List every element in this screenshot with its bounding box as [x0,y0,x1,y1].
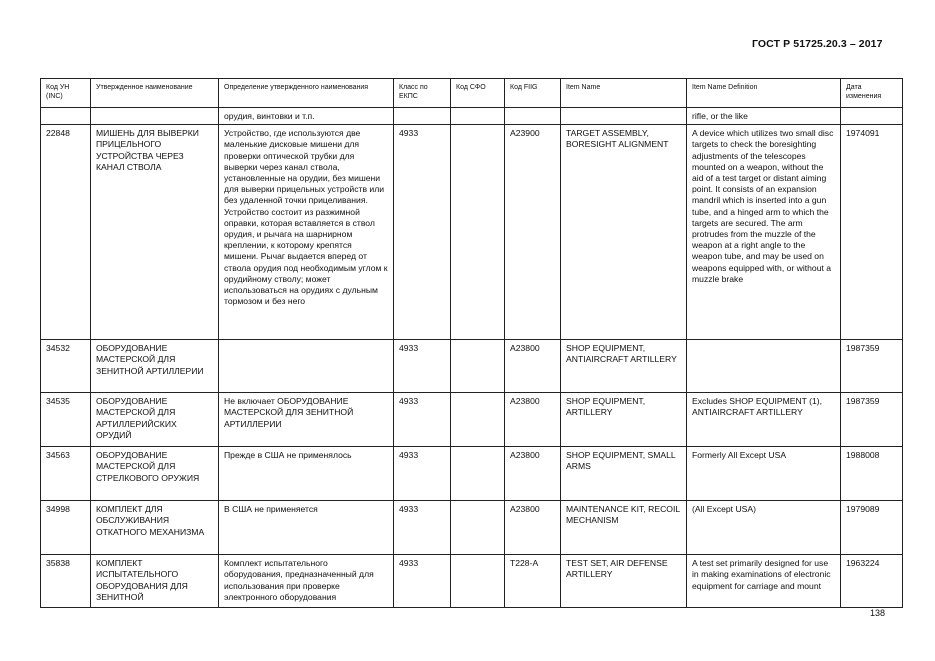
col-header-class: Класс по ЕКПС [394,79,451,108]
document-title: ГОСТ Р 51725.20.3 – 2017 [752,38,883,50]
cell-class: 4933 [394,555,451,608]
cell-item-definition: (All Except USA) [687,501,841,555]
cell-fiig: A23800 [505,393,561,447]
cell-date: 1963224 [841,555,903,608]
cell-item-name: TEST SET, AIR DEFENSE ARTILLERY [561,555,687,608]
cell-fiig: A23800 [505,447,561,501]
cell-definition: Прежде в США не применялось [219,447,394,501]
col-header-item-definition: Item Name Definition [687,79,841,108]
cell-item-name: MAINTENANCE KIT, RECOIL MECHANISM [561,501,687,555]
cell-date: 1988008 [841,447,903,501]
cell-item-definition: rifle, or the like [687,108,841,125]
cell-definition: орудия, винтовки и т.п. [219,108,394,125]
cell-definition: В США не применяется [219,501,394,555]
cell-sfo [451,393,505,447]
cell-item-name: TARGET ASSEMBLY, BORESIGHT ALIGNMENT [561,125,687,340]
cell-fiig: A23900 [505,125,561,340]
cell-definition [219,340,394,393]
cell-class: 4933 [394,125,451,340]
cell-sfo [451,447,505,501]
cell-class: 4933 [394,393,451,447]
col-header-item-name: Item Name [561,79,687,108]
cell-definition: Комплект испытательного оборудования, предназначенный для использования при проверке электронного оборудования [219,555,394,608]
cell-inc: 34535 [41,393,91,447]
cell-sfo [451,340,505,393]
table-row [41,501,903,555]
cell-inc: 22848 [41,125,91,340]
cell-name: ОБОРУДОВАНИЕ МАСТЕРСКОЙ ДЛЯ АРТИЛЛЕРИЙСКИХ ОРУДИЙ [91,393,219,447]
col-header-definition: Определение утвержденного наименования [219,79,394,108]
table-row [41,340,903,393]
cell-class: 4933 [394,340,451,393]
cell-item-name: SHOP EQUIPMENT, SMALL ARMS [561,447,687,501]
cell-inc: 34998 [41,501,91,555]
table-row [41,125,903,340]
cell-class: 4933 [394,501,451,555]
cell-item-definition [687,340,841,393]
cell-inc: 34563 [41,447,91,501]
cell-sfo [451,125,505,340]
table-row [41,393,903,447]
cell-sfo [451,555,505,608]
table-header-row [41,79,903,108]
cell-inc: 35838 [41,555,91,608]
cell-name: МИШЕНЬ ДЛЯ ВЫВЕРКИ ПРИЦЕЛЬНОГО УСТРОЙСТВА ЧЕРЕЗ КАНАЛ СТВОЛА [91,125,219,340]
cell-date: 1987359 [841,340,903,393]
cell-sfo [451,501,505,555]
cell-item-definition: Excludes SHOP EQUIPMENT (1), ANTIAIRCRAFT ARTILLERY [687,393,841,447]
cell-name: КОМПЛЕКТ ДЛЯ ОБСЛУЖИВАНИЯ ОТКАТНОГО МЕХАНИЗМА [91,501,219,555]
col-header-inc: Код УН (INC) [41,79,91,108]
cell-definition: Не включает ОБОРУДОВАНИЕ МАСТЕРСКОЙ ДЛЯ ЗЕНИТНОЙ АРТИЛЛЕРИИ [219,393,394,447]
cell-item-name: SHOP EQUIPMENT, ARTILLERY [561,393,687,447]
cell-item-definition: A device which utilizes two small disc targets to check the boresighting adjustments of the telescopes mounted on a weapon, without the aid of a test target or distant aiming point. It consists of an expansion mandril which is inserted into a gun tube, and a hinged arm to which the targets are secured. The arm protrudes from the muzzle of the weapon at a right angle to the weapon tube, and may be used on weapons equipped with, or without a muzzle brake [687,125,841,340]
cell-fiig: A23800 [505,501,561,555]
cell-name: КОМПЛЕКТ ИСПЫТАТЕЛЬНОГО ОБОРУДОВАНИЯ ДЛЯ ЗЕНИТНОЙ [91,555,219,608]
table-row [41,555,903,608]
classification-table [40,78,903,608]
page-number: 138 [870,608,886,618]
cell-fiig: T228-A [505,555,561,608]
col-header-sfo: Код СФО [451,79,505,108]
cell-date: 1979089 [841,501,903,555]
col-header-fiig: Код FIIG [505,79,561,108]
cell-class: 4933 [394,447,451,501]
cell-date: 1974091 [841,125,903,340]
cell-date: 1987359 [841,393,903,447]
table-row-continuation [41,108,903,125]
cell-name: ОБОРУДОВАНИЕ МАСТЕРСКОЙ ДЛЯ СТРЕЛКОВОГО ОРУЖИЯ [91,447,219,501]
cell-name: ОБОРУДОВАНИЕ МАСТЕРСКОЙ ДЛЯ ЗЕНИТНОЙ АРТИЛЛЕРИИ [91,340,219,393]
cell-item-definition: Formerly All Except USA [687,447,841,501]
cell-item-name: SHOP EQUIPMENT, ANTIAIRCRAFT ARTILLERY [561,340,687,393]
col-header-name: Утвержденное наименование [91,79,219,108]
cell-inc: 34532 [41,340,91,393]
cell-fiig: A23800 [505,340,561,393]
col-header-date: Дата изменения [841,79,903,108]
cell-item-definition: A test set primarily designed for use in making examinations of electronic equipment for carriage and mount [687,555,841,608]
cell-definition: Устройство, где используются две маленькие дисковые мишени для проверки оптической трубки для выверки через канал ствола, установленные на орудии, без мишени для выверки прицельных устройств или без удаленной точки прицеливания. Устройство состоит из разжимной оправки, которая вставляется в ствол орудия, и рычага на шарнирном креплении, к которому крепятся мишени. Рычаг выдается вперед от ствола орудия под необходимым углом к орудийному стволу; может использоваться на орудиях с дульным тормозом и без него [219,125,394,340]
table-row [41,447,903,501]
